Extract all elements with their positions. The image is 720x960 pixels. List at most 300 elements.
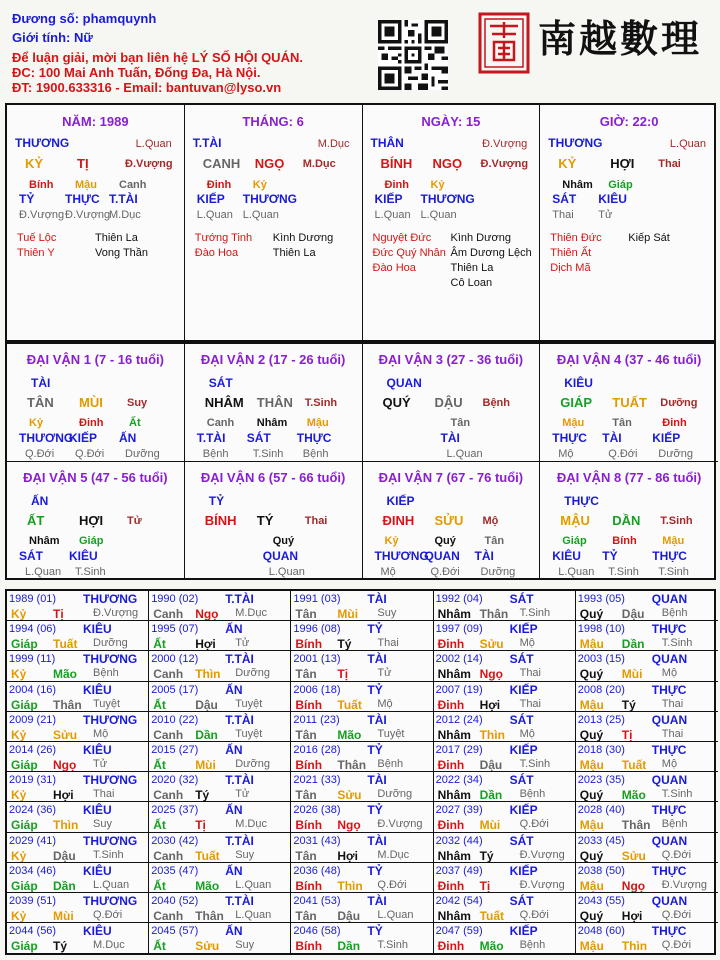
shen-sha-star: Thiên La (95, 232, 138, 244)
year-stage: M.Dục (93, 939, 125, 952)
year-cell (434, 923, 576, 953)
hidden-stem: Mậu (75, 179, 97, 191)
year-ten-god: TỶ (367, 682, 383, 697)
year-stage: Thai (377, 637, 399, 650)
year-ten-god: KIÊU (83, 682, 112, 697)
year-ten-god: THƯƠNG (83, 773, 138, 788)
year-branch: Dần (195, 727, 218, 742)
year-stem: Tân (295, 607, 317, 621)
dai-van-stage: Tử (127, 515, 142, 527)
year-stage: L.Quan (235, 909, 272, 921)
year-cell (7, 621, 149, 651)
hidden-stem: Canh (206, 417, 235, 429)
shen-sha-star: Thiên Ất (550, 247, 592, 259)
hidden-stage: Q.Đới (25, 448, 55, 460)
year-cell (149, 772, 291, 802)
year-branch: Dần (479, 788, 503, 803)
dai-van-stem: ẤT (27, 513, 45, 528)
year-ten-god: KIÊU (83, 863, 112, 878)
dai-van-branch: DẦN (612, 513, 641, 528)
year-stage: Thai (519, 667, 541, 680)
year-ten-god: TỶ (367, 863, 383, 878)
year-label: 2046 (58) (293, 925, 341, 938)
dai-van-ten-god: THỰC (564, 494, 599, 508)
year-branch: Tý (53, 939, 68, 954)
year-branch: Dậu (337, 909, 361, 923)
year-stem: Canh (153, 909, 184, 923)
shen-sha-star: Kình Dương (450, 232, 511, 244)
year-ten-god: KIẾP (509, 803, 538, 818)
year-ten-god: SÁT (509, 712, 534, 727)
shen-sha-star: Thiên La (272, 247, 316, 259)
hidden-stem: Quý (434, 535, 456, 547)
hidden-stage: T.Sinh (75, 566, 106, 578)
year-stage: Đ.Vượng (519, 878, 565, 891)
year-branch: Mão (337, 727, 362, 742)
year-stem: Kỷ (11, 727, 27, 742)
pillar-stem-stage: M.Dục (317, 138, 350, 150)
hidden-ten-god: KIẾP (196, 192, 225, 206)
year-branch: Thân (479, 607, 509, 621)
dai-van-cell (540, 344, 718, 462)
year-branch: Hợi (53, 788, 74, 803)
year-stem: Canh (153, 607, 184, 621)
dai-van-stem: ĐINH (382, 513, 415, 528)
year-ten-god: SÁT (509, 652, 534, 667)
year-ten-god: TÀI (367, 773, 387, 788)
hidden-stage: L.Quan (25, 566, 62, 578)
year-stage: Dưỡng (235, 758, 270, 770)
year-stem: Kỷ (11, 848, 27, 863)
year-stage: L.Quan (377, 909, 414, 921)
year-ten-god: TÀI (367, 894, 387, 908)
year-cell (149, 591, 291, 621)
year-branch: Mùi (479, 818, 501, 833)
year-branch: Thân (337, 758, 367, 772)
year-cell (149, 621, 291, 651)
hidden-stage: Đ.Vượng (65, 209, 111, 221)
year-ten-god: TÀI (367, 833, 387, 848)
year-stage: Mộ (661, 758, 678, 770)
year-cell (291, 893, 433, 923)
year-cell (434, 591, 576, 621)
year-ten-god: THƯƠNG (83, 592, 138, 606)
year-ten-god: TỶ (367, 622, 383, 637)
year-ten-god: ẤN (225, 924, 243, 939)
year-label: 2008 (20) (577, 683, 625, 696)
year-ten-god: THỰC (651, 803, 687, 818)
year-label: 2002 (14) (435, 653, 483, 666)
dai-van-branch: SỬU (434, 513, 464, 528)
year-stem: Đinh (437, 758, 465, 772)
year-label: 2030 (42) (151, 834, 199, 847)
hidden-ten-god: KIÊU (69, 549, 98, 563)
hidden-ten-god: SÁT (552, 192, 577, 206)
year-label: 2048 (60) (577, 925, 625, 938)
year-ten-god: ẤN (225, 682, 243, 697)
year-ten-god: TỶ (367, 924, 383, 939)
hidden-stem: Bính (612, 535, 637, 547)
pillar-branch-stage: Đ.Vượng (480, 158, 529, 170)
year-stage: L.Quan (93, 878, 130, 891)
brand-calligraphy: 南越數理 (538, 16, 703, 61)
pillar-branch-stage: Đ.Vượng (125, 158, 173, 170)
hidden-stage: L.Quan (374, 209, 411, 221)
year-stage: Thai (519, 697, 541, 710)
year-stem: Nhâm (437, 788, 471, 803)
year-stem: Kỷ (11, 607, 27, 621)
dai-van-cell (185, 344, 363, 462)
year-ten-god: SÁT (509, 773, 534, 788)
year-ten-god: THỰC (651, 682, 687, 697)
dai-van-ten-god: SÁT (208, 376, 233, 390)
dai-van-title: ĐẠI VẬN 5 (47 - 56 tuổi) (23, 470, 168, 485)
year-branch: Thân (621, 818, 651, 833)
year-cell (149, 802, 291, 832)
year-ten-god: ẤN (225, 863, 243, 878)
dai-van-ten-god: TỶ (208, 494, 225, 508)
dai-van-branch: TÝ (256, 513, 274, 528)
year-stem: Đinh (437, 697, 465, 712)
year-label: 2012 (24) (435, 713, 483, 726)
year-label: 2028 (40) (577, 804, 625, 817)
year-label: 2017 (29) (435, 744, 483, 756)
contact-phone-email: ĐT: 1900.633316 - Email: bantuvan@lyso.vn (12, 80, 282, 95)
year-label: 2014 (26) (9, 744, 57, 756)
shen-sha-star: Cô Loan (450, 277, 493, 289)
shen-sha-star: Thiên Đức (550, 232, 602, 244)
year-stage: Đ.Vượng (377, 818, 423, 831)
hidden-stem: Giáp (562, 535, 587, 547)
year-stage: Tuyệt (235, 727, 263, 740)
year-cell (149, 742, 291, 772)
year-ten-god: T.TÀI (225, 773, 254, 788)
four-pillars-grid (5, 103, 716, 342)
shen-sha-star: Dịch Mã (550, 262, 591, 274)
year-ten-god: T.TÀI (225, 712, 254, 727)
pillar-stem-stage: L.Quan (135, 138, 172, 150)
year-branch: Tị (53, 607, 64, 621)
year-stem: Bính (295, 878, 323, 893)
year-ten-god: ẤN (225, 622, 243, 637)
year-branch: Mão (621, 788, 646, 803)
hidden-ten-god: SÁT (19, 549, 43, 563)
year-stem: Kỷ (11, 667, 27, 682)
year-label: 1993 (05) (577, 593, 625, 605)
year-branch: Mão (195, 878, 220, 893)
year-branch: Tuất (337, 697, 362, 712)
hidden-ten-god: THƯƠNG (242, 192, 297, 206)
year-cell (7, 772, 149, 802)
hidden-stage: L.Quan (196, 209, 233, 221)
qr-code-icon[interactable] (378, 20, 448, 90)
dai-van-stem: GIÁP (560, 395, 593, 410)
shen-sha-star: Tướng Tinh (194, 232, 253, 244)
hidden-stage: T.Sinh (658, 566, 689, 578)
year-stem: Giáp (11, 637, 38, 652)
hidden-stem: Kỷ (384, 535, 399, 547)
shen-sha-star: Âm Dương Lệch (450, 247, 532, 259)
year-cell (434, 833, 576, 863)
year-stem: Nhâm (437, 607, 471, 621)
dai-van-stage: Mộ (482, 515, 499, 527)
shen-sha-star: Đào Hoa (194, 247, 239, 259)
year-stem: Nhâm (437, 848, 471, 863)
hidden-stem: Kỷ (430, 179, 445, 191)
pillar-stem: KỶ (25, 156, 44, 171)
year-stem: Nhâm (437, 727, 471, 742)
hidden-ten-god: T.TÀI (109, 192, 138, 206)
shen-sha-star: Thiên Y (17, 247, 55, 259)
year-branch: Tuất (195, 848, 220, 863)
year-stage: M.Dục (235, 818, 267, 831)
dai-van-title: ĐẠI VẬN 7 (67 - 76 tuổi) (378, 470, 524, 485)
year-stem: Quý (579, 788, 604, 803)
hidden-ten-god: THỰC (552, 431, 587, 445)
year-cell (291, 712, 433, 742)
year-ten-god: KIẾP (509, 682, 538, 697)
year-ten-god: THƯƠNG (83, 833, 138, 848)
year-cell (434, 712, 576, 742)
year-cell (576, 742, 718, 772)
year-stage: Mộ (519, 637, 535, 650)
year-stage: Tuyệt (377, 727, 405, 740)
year-branch: Dần (621, 637, 645, 652)
hidden-stage: Mộ (380, 566, 396, 578)
dai-van-branch: MÙI (79, 395, 103, 410)
year-label: 1996 (08) (293, 623, 341, 636)
year-label: 2001 (13) (293, 653, 341, 666)
year-stage: Dưỡng (93, 637, 128, 650)
year-ten-god: QUAN (651, 652, 688, 667)
year-cell (291, 742, 433, 772)
dai-van-ten-god: KIÊU (564, 376, 593, 390)
year-ten-god: KIÊU (83, 803, 112, 818)
dai-van-title: ĐẠI VẬN 4 (37 - 46 tuổi) (556, 352, 702, 367)
year-cell (149, 712, 291, 742)
pillar-branch: NGỌ (432, 156, 463, 171)
hidden-stage: L.Quan (268, 566, 305, 578)
year-cell (291, 923, 433, 953)
year-ten-god: T.TÀI (225, 592, 254, 606)
year-stage: Bệnh (377, 758, 404, 770)
year-branch: Ngọ (195, 607, 219, 621)
year-stage: Bệnh (661, 818, 688, 831)
hidden-stem: Bính (29, 179, 54, 191)
year-label: 2025 (37) (151, 804, 199, 817)
hidden-stage: L.Quan (446, 448, 483, 460)
year-stem: Kỷ (11, 788, 27, 803)
year-label: 2047 (59) (435, 925, 483, 938)
year-stage: Mộ (519, 727, 535, 740)
pillar-stem: KỶ (558, 156, 577, 171)
year-branch: Tị (479, 878, 491, 893)
year-label: 2003 (15) (577, 653, 625, 666)
hidden-stage: Q.Đới (608, 448, 638, 460)
hidden-ten-god: SÁT (246, 431, 271, 445)
dai-van-title: ĐẠI VẬN 2 (17 - 26 tuổi) (200, 352, 346, 367)
year-stage: M.Dục (377, 848, 410, 861)
dai-van-ten-god: QUAN (386, 376, 422, 390)
year-stem: Mậu (579, 939, 604, 954)
year-ten-god: SÁT (509, 592, 534, 606)
year-ten-god: TỶ (367, 743, 383, 757)
hidden-ten-god: TÀI (474, 549, 494, 563)
year-branch: Sửu (195, 939, 220, 954)
pillar-cell (7, 105, 185, 340)
year-stem: Quý (579, 607, 604, 621)
year-stem: Giáp (11, 939, 38, 954)
year-label: 2005 (17) (151, 683, 199, 696)
dai-van-title: ĐẠI VẬN 8 (77 - 86 tuổi) (556, 470, 702, 485)
hidden-ten-god: THƯƠNG (374, 549, 429, 563)
dai-van-stem: BÍNH (204, 513, 237, 528)
year-ten-god: QUAN (651, 773, 688, 788)
year-cell (291, 591, 433, 621)
year-cell (576, 893, 718, 923)
year-ten-god: QUAN (651, 894, 688, 908)
hidden-stem: Đinh (206, 179, 232, 191)
dai-van-stage: Thai (304, 515, 328, 527)
year-stem: Mậu (579, 818, 604, 833)
contact-invite: Để luận giải, mời bạn liên hệ LÝ SỐ HỘI QUÁN. (12, 50, 303, 65)
year-stem: Ất (153, 818, 166, 833)
year-stage: Q.Đới (519, 818, 549, 831)
dai-van-cell (363, 462, 541, 578)
year-branch: Thìn (337, 878, 363, 893)
year-branch: Tý (337, 637, 352, 652)
year-branch: Hợi (621, 909, 643, 923)
year-stage: Bệnh (93, 667, 119, 680)
year-ten-god: TÀI (367, 592, 387, 606)
year-stage: Đ.Vượng (519, 848, 565, 861)
year-stage: Tử (235, 788, 250, 801)
year-label: 2018 (30) (577, 744, 625, 756)
year-label: 1995 (07) (151, 623, 199, 636)
year-label: 2044 (56) (9, 925, 57, 938)
year-cell (434, 742, 576, 772)
shen-sha-star: Nguyệt Đức (372, 232, 432, 244)
year-branch: Tuất (53, 637, 78, 652)
dai-van-stage: Dưỡng (660, 397, 698, 409)
year-cell (7, 712, 149, 742)
year-label: 1994 (06) (9, 623, 57, 636)
hidden-stage: T.Sinh (252, 448, 284, 460)
year-stem: Mậu (579, 697, 604, 712)
year-label: 2034 (46) (9, 864, 57, 877)
year-label: 2013 (25) (577, 713, 625, 726)
year-branch: Hợi (195, 637, 216, 652)
year-cell (7, 863, 149, 893)
year-stem: Bính (295, 939, 323, 954)
year-label: 2011 (23) (293, 713, 340, 726)
hidden-ten-god: QUAN (424, 549, 460, 563)
year-stage: Mộ (661, 667, 678, 680)
pillar-branch-stage: Thai (658, 158, 681, 170)
year-branch: Tuất (621, 758, 647, 772)
year-stem: Canh (153, 667, 184, 682)
year-cell (576, 621, 718, 651)
year-ten-god: KIÊU (83, 622, 112, 637)
year-label: 2000 (12) (151, 653, 199, 666)
dai-van-stem: QUÝ (382, 395, 411, 410)
hidden-stage: Đ.Vượng (19, 209, 65, 221)
year-stage: Suy (377, 607, 397, 619)
year-cell (576, 712, 718, 742)
year-cell (7, 651, 149, 681)
year-ten-god: THƯƠNG (83, 894, 138, 908)
dai-van-ten-god: TÀI (31, 376, 51, 390)
year-stage: Q.Đới (93, 909, 123, 921)
year-branch: Tuất (479, 909, 505, 923)
dai-van-stage: T.Sinh (304, 397, 338, 409)
pillar-stem: CANH (202, 156, 241, 171)
year-label: 1997 (09) (435, 623, 483, 636)
year-stem: Quý (579, 909, 604, 923)
hidden-stem: Nhâm (256, 417, 288, 429)
year-ten-god: ẤN (225, 803, 243, 818)
year-stem: Tân (295, 848, 317, 863)
year-stem: Nhâm (437, 667, 471, 682)
year-ten-god: QUAN (651, 712, 688, 727)
hidden-stem: Giáp (79, 535, 104, 547)
year-label: 2037 (49) (435, 864, 483, 877)
hidden-stem: Giáp (608, 179, 633, 191)
hidden-stem: Đinh (384, 179, 409, 191)
hidden-ten-god: TÀI (602, 431, 622, 445)
year-branch: Dậu (479, 758, 503, 772)
hidden-ten-god: THƯƠNG (420, 192, 475, 206)
dai-van-branch: DẬU (434, 395, 463, 410)
hidden-stage: M.Dục (109, 209, 141, 221)
year-stage: Tuyệt (235, 697, 263, 710)
year-cell (434, 863, 576, 893)
year-ten-god: T.TÀI (225, 894, 254, 908)
year-stage: Mộ (93, 727, 109, 740)
dai-van-stage: Bệnh (482, 397, 510, 409)
year-stem: Canh (153, 848, 184, 863)
year-stem: Giáp (11, 878, 38, 893)
year-stage: Q.Đới (661, 848, 692, 861)
year-ten-god: QUAN (651, 833, 688, 848)
year-label: 2029 (41) (9, 834, 57, 847)
year-stage: Suy (93, 818, 112, 831)
year-cell (149, 651, 291, 681)
year-cell (149, 863, 291, 893)
hidden-stem: Nhâm (562, 179, 593, 191)
year-ten-god: KIÊU (83, 743, 112, 757)
year-branch: Dần (337, 939, 361, 954)
year-label: 2006 (18) (293, 683, 341, 696)
year-stage: Tử (377, 667, 392, 680)
year-stem: Đinh (437, 939, 465, 954)
year-label: 1998 (10) (577, 623, 625, 636)
year-branch: Dậu (53, 848, 76, 863)
year-stage: Bệnh (519, 939, 546, 952)
pillar-branch: TỊ (77, 156, 89, 171)
year-branch: Hợi (479, 697, 501, 712)
year-stage: Q.Đới (519, 909, 549, 921)
year-cell (7, 742, 149, 772)
year-label: 2023 (35) (577, 774, 625, 787)
year-label: 2035 (47) (151, 864, 199, 877)
gender: Giới tính: Nữ (12, 30, 93, 45)
hidden-stage: Q.Đới (75, 448, 105, 460)
year-cell (7, 893, 149, 923)
year-cell (291, 863, 433, 893)
year-branch: Mùi (621, 667, 643, 682)
year-cell (149, 893, 291, 923)
